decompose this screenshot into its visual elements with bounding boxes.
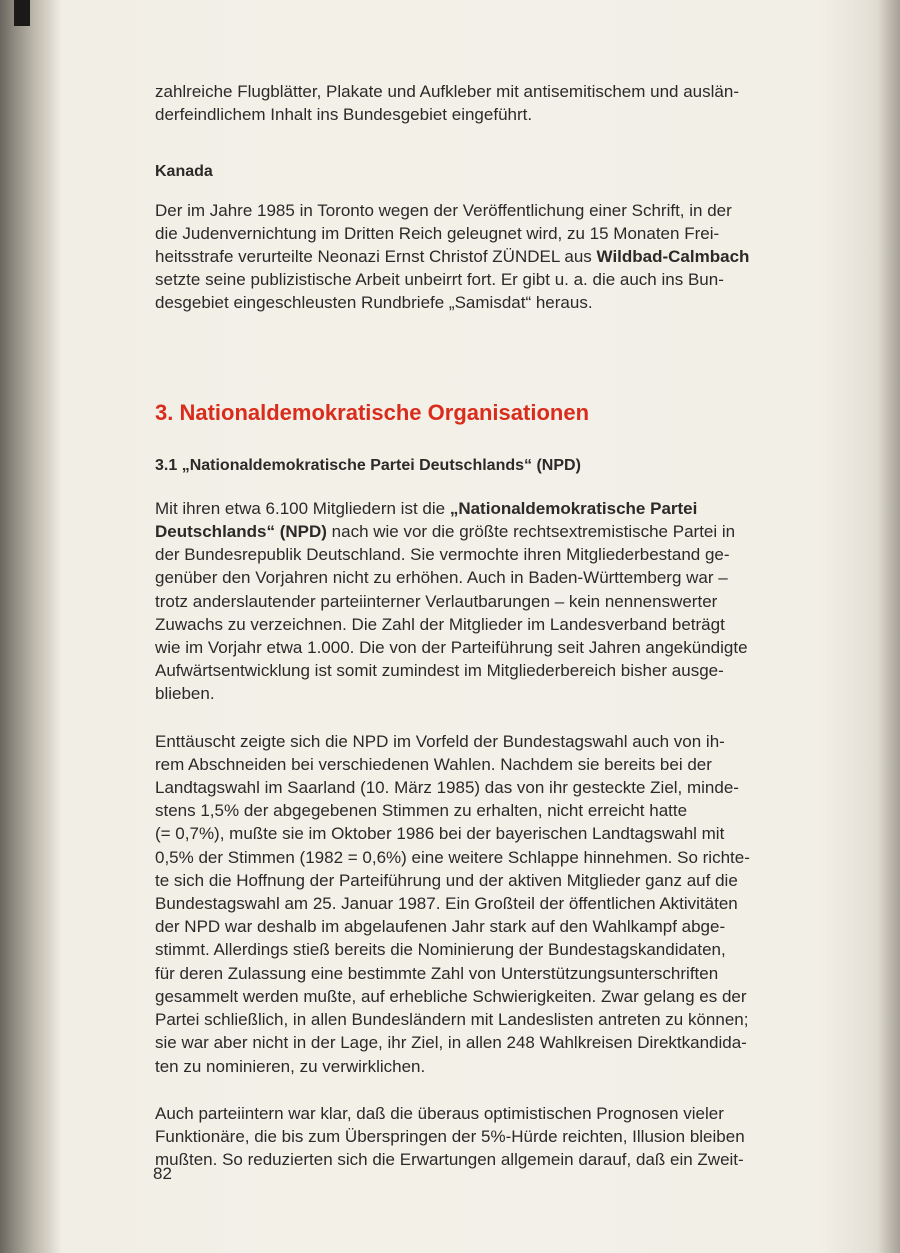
text-line: Bundestagswahl am 25. Januar 1987. Ein Großteil der öffentlichen Aktivitäten [155, 894, 738, 914]
text-body [155, 80, 825, 1171]
text-line: blieben. [155, 684, 215, 704]
kanada-heading: Kanada [155, 163, 213, 181]
text-line: genüber den Vorjahren nicht zu erhöhen. Auch in Baden-Württemberg war – [155, 568, 728, 588]
section-title: 3. Nationaldemokratische Organisationen [155, 399, 590, 425]
page-number: 82 [153, 1164, 172, 1183]
text-line: der Bundesrepublik Deutschland. Sie vermochte ihren Mitgliederbestand ge- [155, 545, 730, 565]
text-line: ten zu nominieren, zu verwirklichen. [155, 1056, 426, 1076]
text-line: mußten. So reduzierten sich die Erwartungen allgemein darauf, daß ein Zweit- [155, 1150, 744, 1170]
text-line: nach wie vor die größte rechtsextremistische Partei in [331, 522, 736, 542]
text-line: stimmt. Allerdings stieß bereits die Nominierung der Bundestagskandidaten, [155, 940, 726, 960]
party-name-bold: „Nationaldemokratische Partei [449, 498, 698, 518]
text-line: 0,5% der Stimmen (1982 = 0,6%) eine weitere Schlappe hinnehmen. So richte- [155, 847, 750, 867]
place-name-bold: Wildbad-Calmbach [596, 247, 750, 267]
text-line: desgebiet eingeschleusten Rundbriefe „Samisdat“ heraus. [155, 293, 593, 313]
text-line: Aufwärtsentwicklung ist somit zumindest im Mitgliederbereich bisher ausge- [155, 661, 724, 681]
text-line: für deren Zulassung eine bestimmte Zahl von Unterstützungsunterschriften [155, 963, 719, 983]
text-line: stens 1,5% der abgegebenen Stimmen zu erhalten, nicht erreicht hatte [155, 801, 688, 821]
text-line: trotz anderslautender parteiinterner Verlautbarungen – kein nennenswerter [155, 591, 718, 611]
text-line: Der im Jahre 1985 in Toronto wegen der Veröffentlichung einer Schrift, in der [155, 200, 732, 220]
text-line: Enttäuscht zeigte sich die NPD im Vorfeld der Bundestagswahl auch von ih- [155, 731, 725, 751]
text-line: gesammelt werden mußte, auf erhebliche Schwierigkeiten. Zwar gelang es der [155, 986, 747, 1006]
text-line: setzte seine publizistische Arbeit unbeirrt fort. Er gibt u. a. die auch ins Bun- [155, 270, 724, 290]
npd-paragraph-2 [155, 730, 825, 1078]
scan-corner-mark [14, 0, 30, 26]
npd-paragraph-1 [155, 497, 825, 706]
text-line: te sich die Hoffnung der Parteiführung und der aktiven Mitglieder ganz auf die [155, 870, 738, 890]
text-line: heitsstrafe verurteilte Neonazi Ernst Christof ZÜNDEL aus [155, 247, 592, 267]
party-name-bold: Deutschlands“ (NPD) [155, 522, 327, 542]
page-edge-shadow [878, 0, 900, 1253]
text-line: derfeindlichem Inhalt ins Bundesgebiet eingeführt. [155, 105, 533, 125]
text-line: Landtagswahl im Saarland (10. März 1985) das von ihr gesteckte Ziel, minde- [155, 778, 739, 798]
text-line: der NPD war deshalb im abgelaufenen Jahr stark auf den Wahlkampf abge- [155, 917, 726, 937]
text-line: wie im Vorjahr etwa 1.000. Die von der Parteiführung seit Jahren angekündigte [155, 638, 748, 658]
text-line: Zuwachs zu verzeichnen. Die Zahl der Mitglieder im Landesverband beträgt [155, 614, 725, 634]
text-line: Auch parteiintern war klar, daß die überaus optimistischen Prognosen vieler [155, 1103, 724, 1123]
npd-paragraph-3 [155, 1102, 825, 1172]
kanada-paragraph [155, 199, 825, 315]
text-line: Mit ihren etwa 6.100 Mitgliedern ist die [155, 498, 446, 518]
subsection-title: 3.1 „Nationaldemokratische Partei Deutschlands“ (NPD) [155, 456, 581, 474]
text-line: Partei schließlich, in allen Bundesländern mit Landeslisten antreten zu können; [155, 1010, 749, 1030]
text-line: rem Abschneiden bei verschiedenen Wahlen. Nachdem sie bereits bei der [155, 754, 712, 774]
book-spine-shadow [0, 0, 62, 1253]
text-line: (= 0,7%), mußte sie im Oktober 1986 bei der bayerischen Landtagswahl mit [155, 824, 725, 844]
intro-paragraph [155, 80, 825, 126]
text-line: sie war aber nicht in der Lage, ihr Ziel, in allen 248 Wahlkreisen Direktkandida- [155, 1033, 747, 1053]
text-line: Funktionäre, die bis zum Überspringen der 5%-Hürde reichten, Illusion bleiben [155, 1126, 745, 1146]
text-line: die Judenvernichtung im Dritten Reich geleugnet wird, zu 15 Monaten Frei- [155, 223, 720, 243]
text-line: zahlreiche Flugblätter, Plakate und Aufkleber mit antisemitischem und auslän- [155, 82, 739, 101]
